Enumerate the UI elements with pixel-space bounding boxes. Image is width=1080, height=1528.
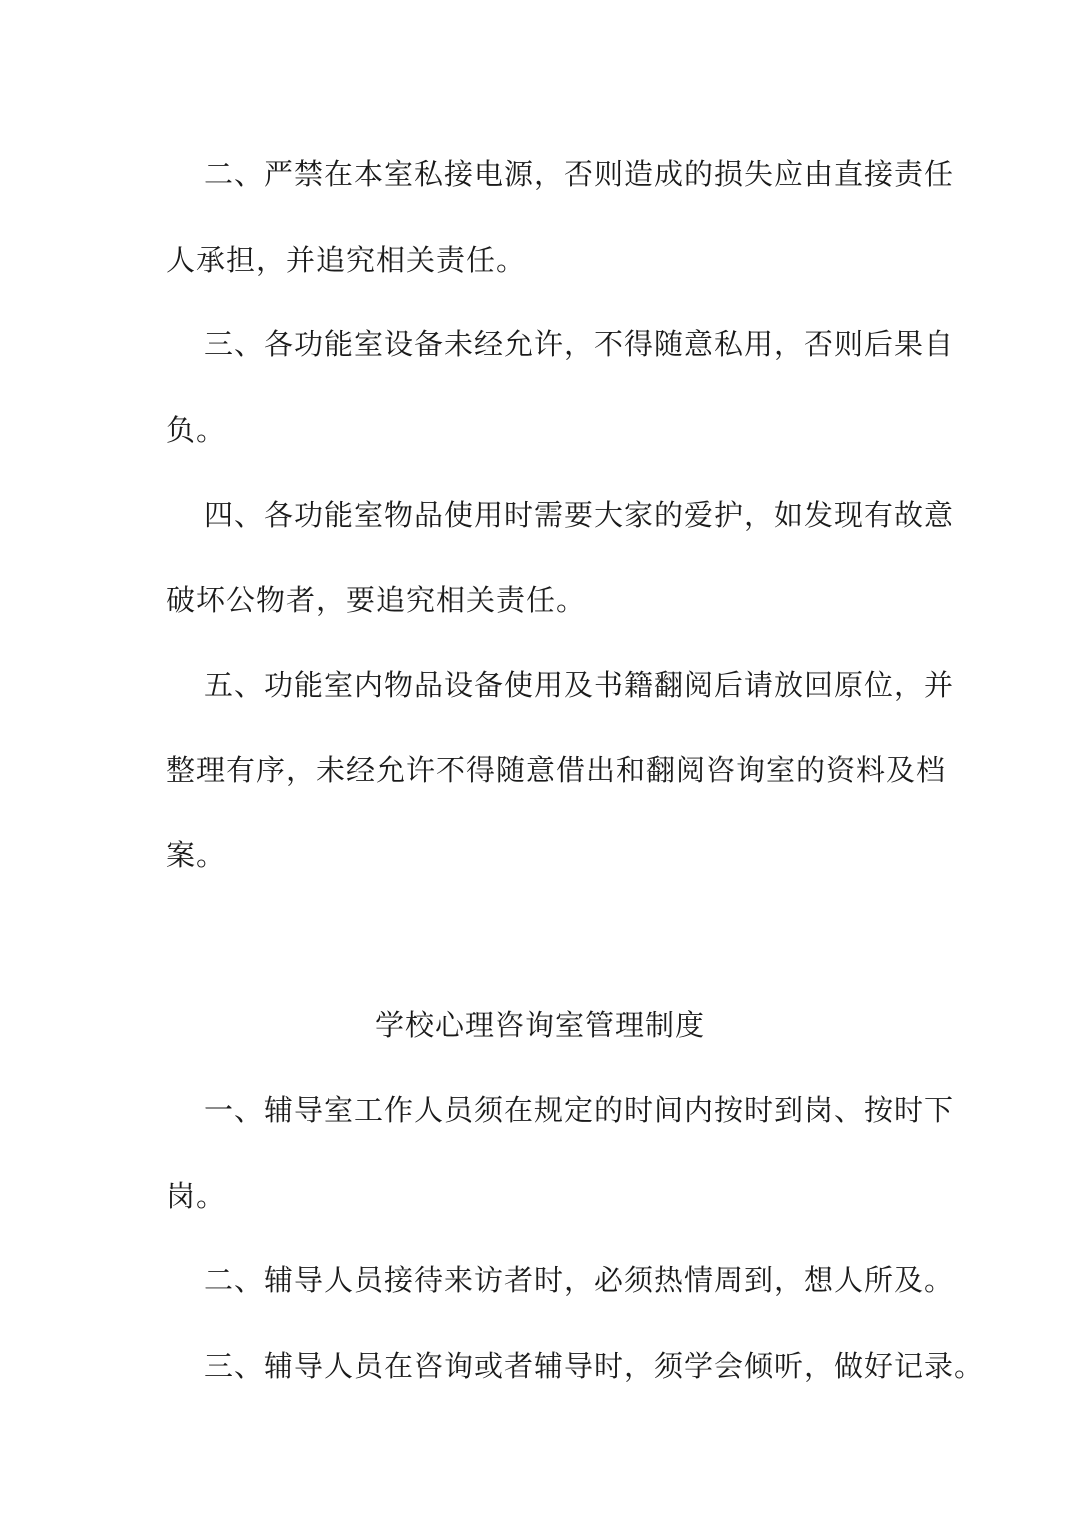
section-title: 学校心理咨询室管理制度 (374, 1008, 705, 1042)
rule-1-line-2: 岗。 (166, 1179, 227, 1213)
paragraph-2-line-2: 人承担，并追究相关责任。 (166, 243, 527, 277)
rule-3-line-1: 三、辅导人员在咨询或者辅导时，须学会倾听，做好记录。 (204, 1349, 985, 1383)
paragraph-3-line-2: 负。 (166, 413, 227, 447)
paragraph-3-line-1: 三、各功能室设备未经允许，不得随意私用，否则后果自 (204, 327, 955, 361)
rule-2-line-1: 二、辅导人员接待来访者时，必须热情周到，想人所及。 (204, 1263, 955, 1297)
paragraph-5-line-3: 案。 (166, 838, 227, 872)
paragraph-5-line-1: 五、功能室内物品设备使用及书籍翻阅后请放回原位，并 (204, 668, 955, 702)
paragraph-4-line-1: 四、各功能室物品使用时需要大家的爱护，如发现有故意 (204, 498, 955, 532)
paragraph-2-line-1: 二、严禁在本室私接电源，否则造成的损失应由直接责任 (204, 157, 955, 191)
paragraph-5-line-2: 整理有序，未经允许不得随意借出和翻阅咨询室的资料及档 (166, 753, 947, 787)
rule-1-line-1: 一、辅导室工作人员须在规定的时间内按时到岗、按时下 (204, 1093, 955, 1127)
paragraph-4-line-2: 破坏公物者，要追究相关责任。 (166, 583, 587, 617)
